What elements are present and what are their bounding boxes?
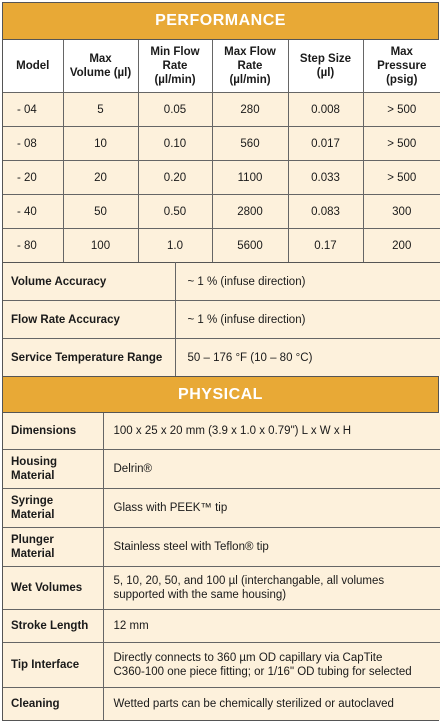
physical-value: Directly connects to 360 µm OD capillary via CapTite C360-100 one piece fitting; or 1/16" OD tubing for selected: [103, 642, 440, 687]
table-row: [3, 229, 440, 263]
cell-min-flow: 0.05: [138, 93, 212, 127]
physical-label: Stroke Length: [3, 609, 103, 642]
physical-table: [3, 413, 440, 720]
cell-model: - 80: [3, 229, 63, 263]
physical-label: Syringe Material: [3, 488, 103, 527]
col-header-max-pressure: Max Pressure (psig): [363, 40, 440, 93]
spec-row-volume-accuracy: [3, 263, 440, 301]
col-header-min-flow-rate: Min Flow Rate (µl/min): [138, 40, 212, 93]
physical-row-wet-volumes: [3, 566, 440, 609]
table-row: [3, 161, 440, 195]
cell-max-pressure: 300: [363, 195, 440, 229]
physical-row-dimensions: [3, 413, 440, 449]
cell-model: - 40: [3, 195, 63, 229]
physical-row-housing-material: [3, 449, 440, 488]
physical-value: Delrin®: [103, 449, 440, 488]
physical-row-tip-interface: [3, 642, 440, 687]
physical-value: 100 x 25 x 20 mm (3.9 x 1.0 x 0.79") L x W x H: [103, 413, 440, 449]
cell-step-size: 0.083: [288, 195, 363, 229]
spec-row-flow-rate-accuracy: [3, 301, 440, 339]
cell-model: - 20: [3, 161, 63, 195]
physical-value: 12 mm: [103, 609, 440, 642]
physical-value: 5, 10, 20, 50, and 100 µl (interchangable, all volumes supported with the same housing): [103, 566, 440, 609]
performance-header: PERFORMANCE: [3, 3, 438, 40]
cell-min-flow: 0.50: [138, 195, 212, 229]
physical-value: Wetted parts can be chemically sterilized or autoclaved: [103, 687, 440, 720]
spec-label: Volume Accuracy: [3, 263, 175, 301]
performance-table: [3, 40, 440, 262]
cell-max-volume: 50: [63, 195, 138, 229]
cell-max-volume: 20: [63, 161, 138, 195]
cell-step-size: 0.033: [288, 161, 363, 195]
physical-label: Dimensions: [3, 413, 103, 449]
cell-max-flow: 560: [212, 127, 288, 161]
col-header-step-size: Step Size (µl): [288, 40, 363, 93]
physical-header: PHYSICAL: [3, 376, 438, 413]
col-header-model: Model: [3, 40, 63, 93]
physical-label: Housing Material: [3, 449, 103, 488]
cell-max-pressure: > 500: [363, 127, 440, 161]
physical-label: Plunger Material: [3, 527, 103, 566]
cell-max-pressure: > 500: [363, 93, 440, 127]
physical-row-syringe-material: [3, 488, 440, 527]
cell-max-volume: 10: [63, 127, 138, 161]
cell-max-pressure: > 500: [363, 161, 440, 195]
cell-step-size: 0.17: [288, 229, 363, 263]
cell-model: - 08: [3, 127, 63, 161]
cell-step-size: 0.008: [288, 93, 363, 127]
cell-max-flow: 5600: [212, 229, 288, 263]
performance-header-row: [3, 40, 440, 93]
cell-model: - 04: [3, 93, 63, 127]
table-row: [3, 127, 440, 161]
physical-label: Cleaning: [3, 687, 103, 720]
physical-label: Wet Volumes: [3, 566, 103, 609]
cell-max-pressure: 200: [363, 229, 440, 263]
physical-value: Stainless steel with Teflon® tip: [103, 527, 440, 566]
spec-sheet: [2, 2, 439, 721]
cell-max-flow: 1100: [212, 161, 288, 195]
cell-min-flow: 0.20: [138, 161, 212, 195]
spec-label: Flow Rate Accuracy: [3, 301, 175, 339]
table-row: [3, 93, 440, 127]
physical-row-cleaning: [3, 687, 440, 720]
cell-min-flow: 0.10: [138, 127, 212, 161]
col-header-max-flow-rate: Max Flow Rate (µl/min): [212, 40, 288, 93]
cell-max-flow: 2800: [212, 195, 288, 229]
spec-value: ~ 1 % (infuse direction): [175, 263, 440, 301]
physical-row-stroke-length: [3, 609, 440, 642]
performance-spec-table: [3, 262, 440, 376]
table-row: [3, 195, 440, 229]
spec-value: 50 – 176 °F (10 – 80 °C): [175, 339, 440, 377]
physical-row-plunger-material: [3, 527, 440, 566]
col-header-max-volume: Max Volume (µl): [63, 40, 138, 93]
spec-row-service-temperature: [3, 339, 440, 377]
physical-label: Tip Interface: [3, 642, 103, 687]
cell-max-volume: 5: [63, 93, 138, 127]
cell-min-flow: 1.0: [138, 229, 212, 263]
cell-step-size: 0.017: [288, 127, 363, 161]
cell-max-volume: 100: [63, 229, 138, 263]
cell-max-flow: 280: [212, 93, 288, 127]
physical-value: Glass with PEEK™ tip: [103, 488, 440, 527]
spec-label: Service Temperature Range: [3, 339, 175, 377]
spec-value: ~ 1 % (infuse direction): [175, 301, 440, 339]
